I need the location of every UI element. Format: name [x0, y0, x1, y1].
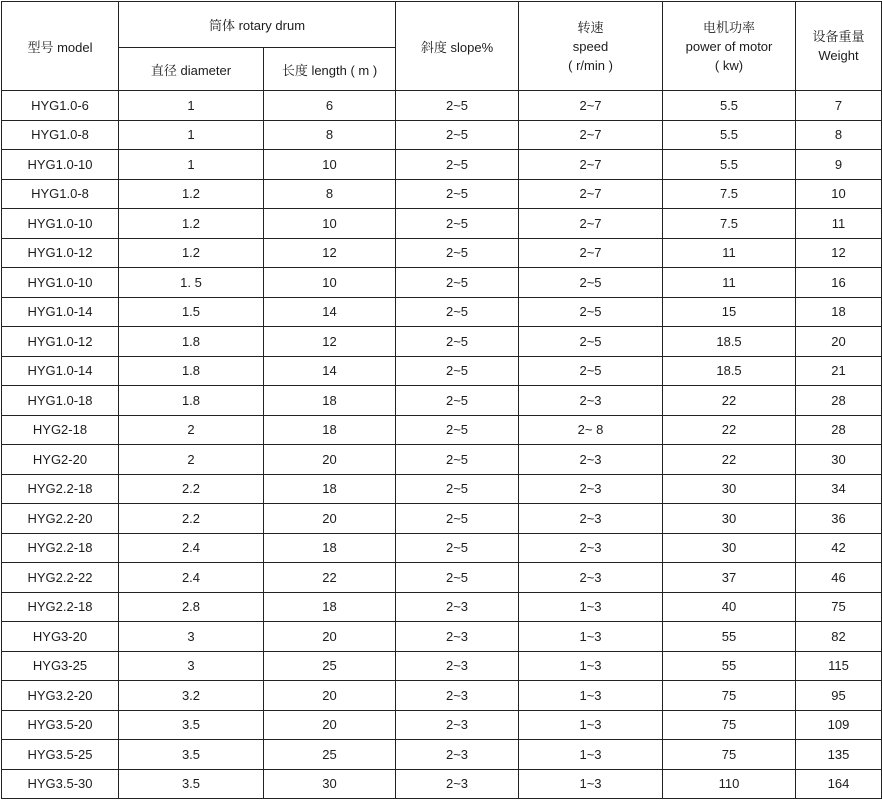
cell-slope: 2~5 [396, 179, 519, 209]
cell-diameter: 3 [119, 622, 264, 652]
cell-power: 7.5 [663, 179, 796, 209]
cell-model: HYG1.0-14 [2, 297, 119, 327]
cell-speed: 2~7 [519, 238, 663, 268]
cell-weight: 46 [796, 563, 882, 593]
cell-speed: 2~7 [519, 120, 663, 150]
cell-speed: 2~7 [519, 150, 663, 180]
cell-diameter: 2.4 [119, 533, 264, 563]
cell-diameter: 1.2 [119, 209, 264, 239]
cell-slope: 2~3 [396, 681, 519, 711]
header-diameter: 直径 diameter [119, 48, 264, 91]
table-row [2, 651, 882, 681]
cell-diameter: 1.8 [119, 356, 264, 386]
cell-speed: 2~5 [519, 268, 663, 298]
cell-slope: 2~5 [396, 533, 519, 563]
cell-speed: 2~7 [519, 91, 663, 121]
cell-weight: 21 [796, 356, 882, 386]
cell-speed: 2~5 [519, 356, 663, 386]
cell-length: 8 [264, 120, 396, 150]
cell-power: 5.5 [663, 150, 796, 180]
table-row [2, 268, 882, 298]
cell-speed: 2~3 [519, 533, 663, 563]
cell-power: 11 [663, 238, 796, 268]
table-row [2, 327, 882, 357]
cell-slope: 2~5 [396, 356, 519, 386]
cell-slope: 2~5 [396, 386, 519, 416]
cell-diameter: 2.8 [119, 592, 264, 622]
cell-length: 6 [264, 91, 396, 121]
cell-speed: 2~3 [519, 563, 663, 593]
cell-speed: 1~3 [519, 740, 663, 770]
cell-weight: 10 [796, 179, 882, 209]
cell-slope: 2~5 [396, 91, 519, 121]
cell-model: HYG2.2-18 [2, 474, 119, 504]
cell-model: HYG1.0-10 [2, 209, 119, 239]
cell-model: HYG3-20 [2, 622, 119, 652]
cell-weight: 18 [796, 297, 882, 327]
header-weight-line-en: Weight [818, 48, 859, 63]
cell-diameter: 2.2 [119, 504, 264, 534]
table-row [2, 415, 882, 445]
cell-length: 14 [264, 297, 396, 327]
cell-length: 14 [264, 356, 396, 386]
cell-speed: 2~3 [519, 386, 663, 416]
cell-length: 20 [264, 710, 396, 740]
cell-diameter: 1 [119, 91, 264, 121]
header-slope: 斜度 slope% [396, 2, 519, 91]
table-row [2, 769, 882, 799]
cell-weight: 8 [796, 120, 882, 150]
cell-speed: 2~3 [519, 504, 663, 534]
cell-model: HYG1.0-8 [2, 120, 119, 150]
cell-speed: 1~3 [519, 769, 663, 799]
cell-weight: 82 [796, 622, 882, 652]
cell-slope: 2~5 [396, 445, 519, 475]
spec-table-header [2, 2, 882, 91]
header-weight [796, 2, 882, 91]
cell-diameter: 1.5 [119, 297, 264, 327]
cell-slope: 2~5 [396, 150, 519, 180]
cell-length: 12 [264, 327, 396, 357]
cell-weight: 11 [796, 209, 882, 239]
table-row [2, 297, 882, 327]
table-row [2, 474, 882, 504]
cell-power: 5.5 [663, 120, 796, 150]
header-speed-line-unit: ( r/min ) [568, 57, 613, 73]
cell-slope: 2~3 [396, 651, 519, 681]
cell-power: 30 [663, 533, 796, 563]
table-row [2, 681, 882, 711]
cell-power: 40 [663, 592, 796, 622]
table-row [2, 356, 882, 386]
cell-power: 75 [663, 710, 796, 740]
cell-weight: 109 [796, 710, 882, 740]
cell-diameter: 1. 5 [119, 268, 264, 298]
cell-slope: 2~3 [396, 622, 519, 652]
cell-slope: 2~3 [396, 710, 519, 740]
cell-diameter: 1.2 [119, 179, 264, 209]
cell-power: 18.5 [663, 327, 796, 357]
cell-model: HYG1.0-8 [2, 179, 119, 209]
cell-model: HYG1.0-10 [2, 150, 119, 180]
cell-speed: 2~7 [519, 209, 663, 239]
table-row [2, 238, 882, 268]
cell-slope: 2~3 [396, 769, 519, 799]
cell-weight: 7 [796, 91, 882, 121]
table-row [2, 91, 882, 121]
cell-power: 11 [663, 268, 796, 298]
table-row [2, 445, 882, 475]
header-speed-line-en: speed [572, 38, 609, 54]
table-row [2, 120, 882, 150]
header-power-line-unit: ( kw) [714, 57, 744, 73]
cell-speed: 1~3 [519, 681, 663, 711]
cell-slope: 2~5 [396, 504, 519, 534]
cell-weight: 28 [796, 415, 882, 445]
cell-model: HYG1.0-12 [2, 238, 119, 268]
cell-model: HYG2.2-18 [2, 592, 119, 622]
cell-length: 20 [264, 445, 396, 475]
header-power-line-en: power of motor [685, 38, 773, 54]
spec-table-body [2, 91, 882, 799]
cell-length: 25 [264, 651, 396, 681]
cell-speed: 2~7 [519, 179, 663, 209]
cell-length: 30 [264, 769, 396, 799]
cell-length: 12 [264, 238, 396, 268]
cell-model: HYG1.0-10 [2, 268, 119, 298]
cell-power: 22 [663, 415, 796, 445]
cell-slope: 2~3 [396, 592, 519, 622]
cell-model: HYG2.2-22 [2, 563, 119, 593]
cell-power: 18.5 [663, 356, 796, 386]
cell-speed: 1~3 [519, 622, 663, 652]
table-row [2, 533, 882, 563]
cell-length: 20 [264, 504, 396, 534]
cell-length: 18 [264, 533, 396, 563]
cell-model: HYG3.5-25 [2, 740, 119, 770]
cell-power: 22 [663, 445, 796, 475]
header-model: 型号 model [2, 2, 119, 91]
cell-speed: 2~5 [519, 327, 663, 357]
cell-weight: 20 [796, 327, 882, 357]
cell-speed: 1~3 [519, 710, 663, 740]
cell-speed: 2~ 8 [519, 415, 663, 445]
cell-diameter: 2 [119, 415, 264, 445]
table-row [2, 592, 882, 622]
spec-table [1, 1, 882, 799]
cell-diameter: 2 [119, 445, 264, 475]
cell-length: 22 [264, 563, 396, 593]
cell-length: 10 [264, 150, 396, 180]
cell-slope: 2~5 [396, 268, 519, 298]
cell-power: 37 [663, 563, 796, 593]
cell-diameter: 2.4 [119, 563, 264, 593]
cell-power: 110 [663, 769, 796, 799]
cell-weight: 115 [796, 651, 882, 681]
cell-power: 7.5 [663, 209, 796, 239]
cell-diameter: 2.2 [119, 474, 264, 504]
cell-diameter: 3.5 [119, 710, 264, 740]
cell-model: HYG1.0-18 [2, 386, 119, 416]
cell-power: 75 [663, 740, 796, 770]
cell-length: 25 [264, 740, 396, 770]
cell-length: 18 [264, 474, 396, 504]
table-row [2, 386, 882, 416]
cell-diameter: 3.5 [119, 740, 264, 770]
cell-weight: 28 [796, 386, 882, 416]
cell-diameter: 3 [119, 651, 264, 681]
cell-slope: 2~5 [396, 238, 519, 268]
cell-power: 22 [663, 386, 796, 416]
cell-power: 30 [663, 504, 796, 534]
header-speed [519, 2, 663, 91]
cell-length: 10 [264, 209, 396, 239]
cell-speed: 2~3 [519, 474, 663, 504]
cell-weight: 9 [796, 150, 882, 180]
cell-diameter: 1 [119, 150, 264, 180]
cell-power: 5.5 [663, 91, 796, 121]
cell-model: HYG1.0-6 [2, 91, 119, 121]
cell-model: HYG3-25 [2, 651, 119, 681]
cell-weight: 164 [796, 769, 882, 799]
cell-weight: 30 [796, 445, 882, 475]
header-rotary-drum-group: 筒体 rotary drum [119, 2, 396, 48]
cell-weight: 135 [796, 740, 882, 770]
cell-diameter: 3.5 [119, 769, 264, 799]
cell-slope: 2~5 [396, 415, 519, 445]
cell-weight: 95 [796, 681, 882, 711]
cell-diameter: 3.2 [119, 681, 264, 711]
cell-length: 10 [264, 268, 396, 298]
header-speed-line-cn: 转速 [577, 19, 604, 35]
table-row [2, 710, 882, 740]
cell-speed: 2~3 [519, 445, 663, 475]
cell-speed: 1~3 [519, 651, 663, 681]
cell-weight: 75 [796, 592, 882, 622]
cell-model: HYG1.0-14 [2, 356, 119, 386]
cell-slope: 2~5 [396, 120, 519, 150]
table-row [2, 563, 882, 593]
cell-length: 18 [264, 386, 396, 416]
cell-model: HYG1.0-12 [2, 327, 119, 357]
cell-slope: 2~5 [396, 474, 519, 504]
cell-power: 55 [663, 622, 796, 652]
cell-speed: 1~3 [519, 592, 663, 622]
cell-power: 75 [663, 681, 796, 711]
cell-slope: 2~5 [396, 209, 519, 239]
header-power [663, 2, 796, 91]
cell-model: HYG3.5-20 [2, 710, 119, 740]
cell-slope: 2~5 [396, 327, 519, 357]
cell-diameter: 1.8 [119, 327, 264, 357]
cell-length: 18 [264, 592, 396, 622]
table-row [2, 150, 882, 180]
cell-length: 20 [264, 681, 396, 711]
table-row [2, 179, 882, 209]
cell-length: 8 [264, 179, 396, 209]
cell-power: 30 [663, 474, 796, 504]
cell-slope: 2~5 [396, 563, 519, 593]
header-weight-line-cn: 设备重量 [812, 29, 865, 44]
cell-power: 15 [663, 297, 796, 327]
cell-power: 55 [663, 651, 796, 681]
header-power-line-cn: 电机功率 [703, 19, 756, 35]
cell-weight: 42 [796, 533, 882, 563]
cell-diameter: 1 [119, 120, 264, 150]
table-row [2, 622, 882, 652]
cell-slope: 2~5 [396, 297, 519, 327]
cell-model: HYG2-18 [2, 415, 119, 445]
cell-slope: 2~3 [396, 740, 519, 770]
cell-diameter: 1.8 [119, 386, 264, 416]
table-row [2, 209, 882, 239]
cell-diameter: 1.2 [119, 238, 264, 268]
cell-length: 18 [264, 415, 396, 445]
header-length: 长度 length ( m ) [264, 48, 396, 91]
cell-model: HYG2.2-20 [2, 504, 119, 534]
cell-model: HYG3.2-20 [2, 681, 119, 711]
cell-speed: 2~5 [519, 297, 663, 327]
cell-model: HYG3.5-30 [2, 769, 119, 799]
cell-weight: 16 [796, 268, 882, 298]
cell-weight: 12 [796, 238, 882, 268]
table-row [2, 504, 882, 534]
cell-model: HYG2.2-18 [2, 533, 119, 563]
cell-model: HYG2-20 [2, 445, 119, 475]
cell-weight: 36 [796, 504, 882, 534]
cell-length: 20 [264, 622, 396, 652]
table-row [2, 740, 882, 770]
cell-weight: 34 [796, 474, 882, 504]
